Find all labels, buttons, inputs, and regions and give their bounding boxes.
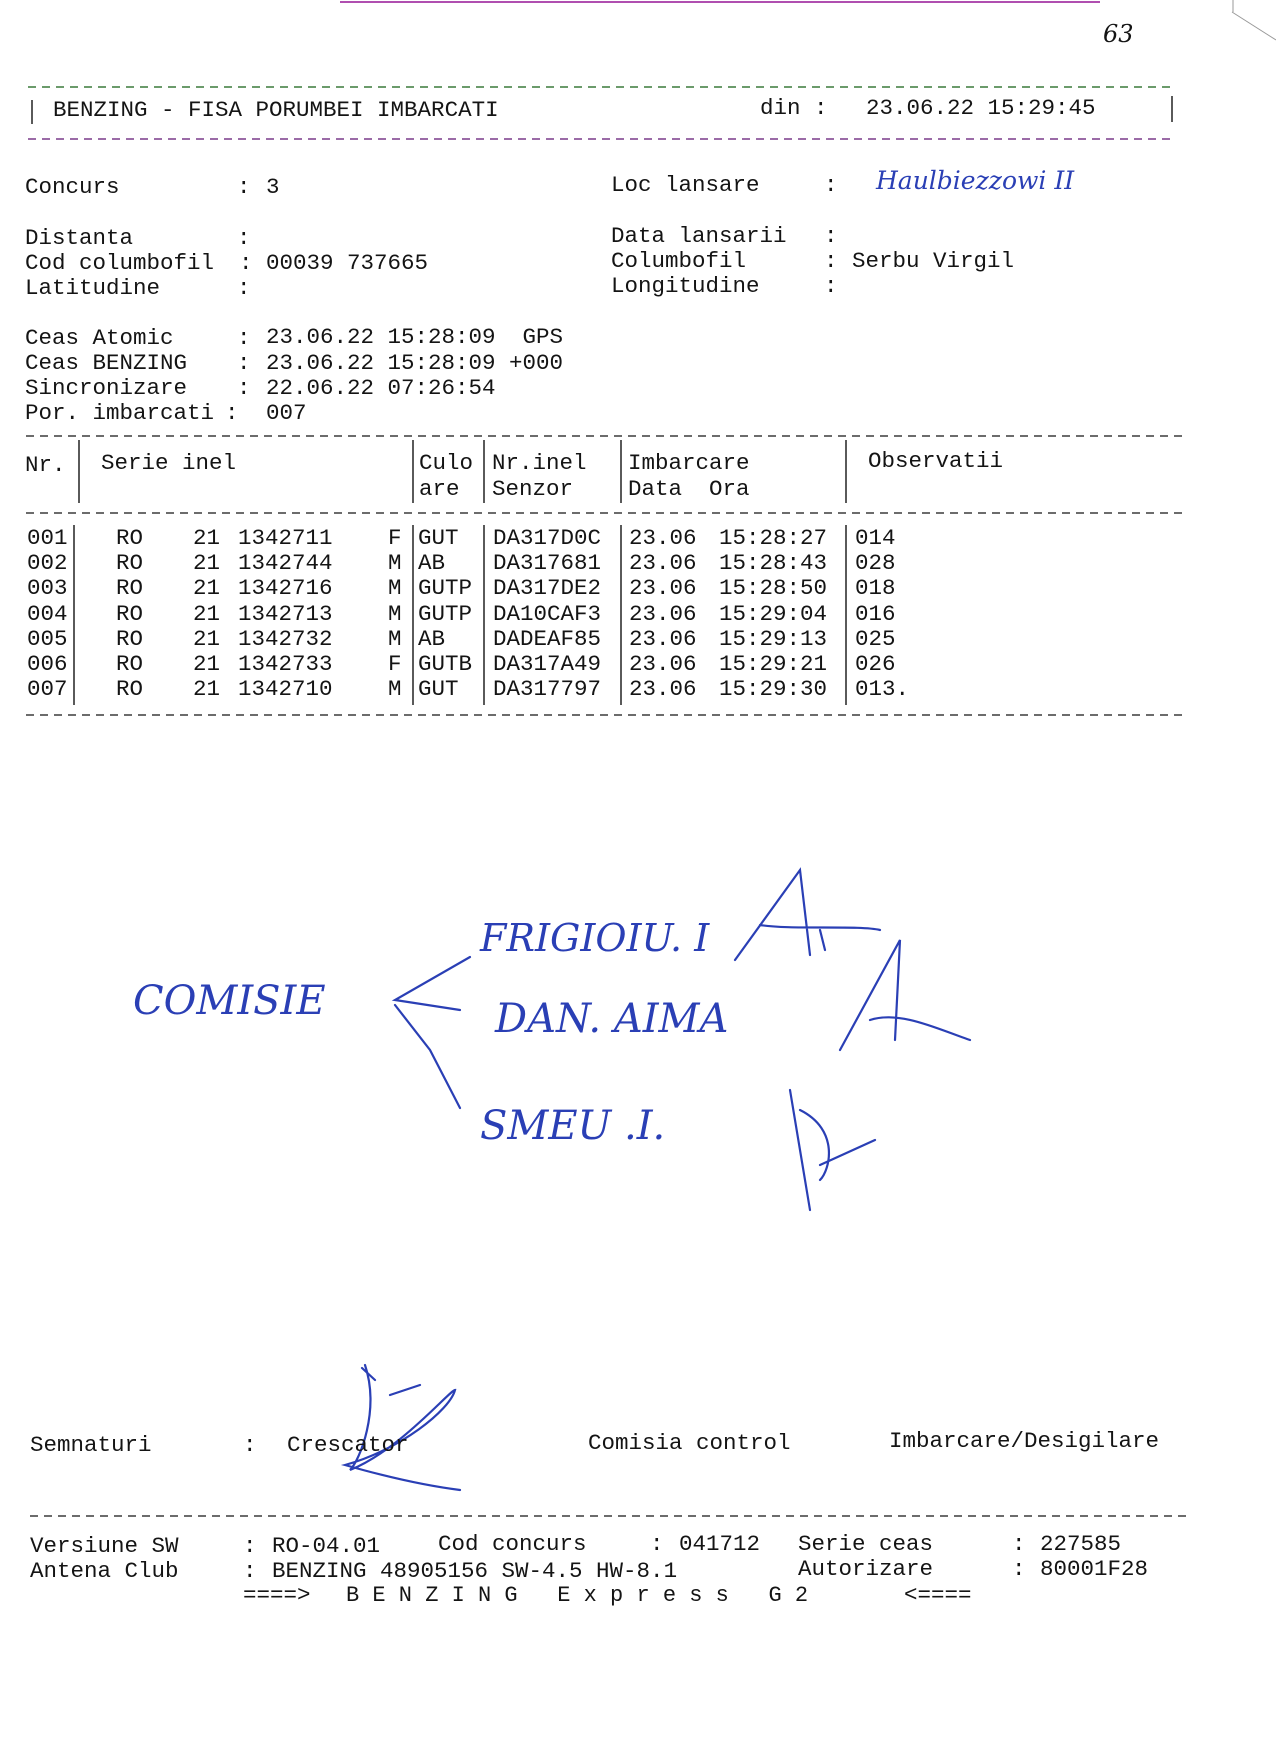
row-observatii: 026 [855, 651, 896, 677]
cod-columbofil-label: Cod columbofil [25, 250, 215, 276]
sincronizare-colon: : [237, 375, 251, 401]
sincronizare-value: 22.06.22 07:26:54 [266, 375, 496, 401]
row-date: 23.06 [629, 676, 697, 703]
row-nr: 005 [27, 625, 68, 652]
imbarcare-desigilare-label: Imbarcare/Desigilare [889, 1428, 1160, 1454]
row-sex: F [388, 651, 402, 677]
antena-club-label: Antena Club [30, 1558, 179, 1584]
row-nr: 007 [27, 676, 68, 703]
row-nr: 006 [27, 651, 68, 677]
loc-lansare-value: Haulbiezzowi II [876, 166, 1075, 195]
serie-ceas-value: 227585 [1040, 1531, 1122, 1557]
row-country: RO [116, 600, 144, 627]
loc-lansare-label: Loc lansare [611, 172, 760, 198]
versiune-sw-colon: : [243, 1533, 257, 1559]
columbofil-value: Serbu Virgil [852, 248, 1015, 274]
row-year: 21 [193, 651, 221, 677]
handwritten-member-3: SMEU .I. [480, 1103, 666, 1149]
cod-concurs-label: Cod concurs [438, 1531, 587, 1557]
ceas-atomic-value: 23.06.22 15:28:09 GPS [266, 324, 564, 350]
row-sensor: DA317D0C [493, 525, 602, 551]
cod-columbofil-colon: : [239, 250, 253, 276]
row-time: 15:28:50 [719, 575, 828, 602]
row-color: GUTB [418, 651, 473, 677]
antena-club-colon: : [243, 1558, 257, 1584]
semnaturi-colon: : [243, 1432, 257, 1458]
comisia-control-label: Comisia control [588, 1430, 791, 1456]
handwritten-comisie: COMISIE [133, 978, 326, 1024]
cod-columbofil-value: 00039 737665 [266, 250, 429, 276]
row-time: 15:29:30 [719, 676, 828, 703]
row-color: GUTP [418, 575, 473, 602]
row-ring-number: 1342744 [238, 550, 333, 577]
autorizare-label: Autorizare [798, 1556, 934, 1582]
data-lansarii-colon: : [824, 223, 838, 249]
row-date: 23.06 [629, 651, 697, 677]
row-time: 15:28:43 [719, 550, 828, 577]
latitudine-label: Latitudine [25, 275, 161, 301]
row-observatii: 014 [855, 525, 896, 551]
page-number: 63 [1103, 20, 1134, 48]
autorizare-value: 80001F28 [1040, 1556, 1149, 1582]
row-time: 15:29:21 [719, 651, 828, 677]
row-color: AB [418, 625, 446, 652]
row-ring-number: 1342716 [238, 575, 333, 602]
columbofil-colon: : [824, 248, 838, 274]
row-year: 21 [193, 575, 221, 602]
handwritten-member-2: DAN. AIMA [495, 996, 729, 1042]
col-header-observatii: Observatii [868, 448, 1004, 474]
row-date: 23.06 [629, 525, 697, 551]
row-color: GUTP [418, 600, 473, 627]
header-date-value: 23.06.22 15:29:45 [866, 95, 1096, 121]
row-sex: F [388, 525, 402, 551]
col-header-data-ora: Data Ora [628, 476, 750, 502]
banner-right-arrow: <==== [904, 1582, 972, 1608]
row-nr: 003 [27, 575, 68, 602]
versiune-sw-value: RO-04.01 [272, 1533, 381, 1559]
data-lansarii-label: Data lansarii [611, 223, 787, 249]
ceas-benzing-colon: : [237, 350, 251, 376]
col-header-imbarcare: Imbarcare [628, 450, 750, 476]
row-country: RO [116, 651, 144, 677]
row-year: 21 [193, 625, 221, 652]
row-time: 15:29:04 [719, 600, 828, 627]
row-sex: M [388, 676, 402, 703]
row-color: AB [418, 550, 446, 577]
banner-text: B E N Z I N G E x p r e s s G 2 [346, 1583, 809, 1608]
row-country: RO [116, 625, 144, 652]
row-ring-number: 1342713 [238, 600, 333, 627]
sincronizare-label: Sincronizare [25, 375, 188, 401]
row-year: 21 [193, 600, 221, 627]
longitudine-colon: : [824, 273, 838, 299]
semnaturi-label: Semnaturi [30, 1432, 152, 1458]
row-ring-number: 1342733 [238, 651, 333, 677]
row-country: RO [116, 525, 144, 551]
col-header-culoare-1: Culo [419, 450, 474, 476]
col-header-nr-inel: Nr.inel [492, 450, 587, 476]
row-date: 23.06 [629, 625, 697, 652]
ceas-benzing-value: 23.06.22 15:28:09 +000 [266, 350, 564, 376]
row-color: GUT [418, 676, 459, 703]
row-country: RO [116, 676, 144, 703]
por-imbarcati-label: Por. imbarcati [25, 400, 215, 426]
row-observatii: 025 [855, 625, 896, 652]
ceas-atomic-label: Ceas Atomic [25, 325, 174, 351]
distanta-label: Distanta [25, 225, 134, 251]
row-nr: 004 [27, 600, 68, 627]
serie-ceas-label: Serie ceas [798, 1531, 934, 1557]
row-time: 15:28:27 [719, 525, 828, 551]
row-sex: M [388, 600, 402, 627]
row-ring-number: 1342711 [238, 525, 333, 551]
versiune-sw-label: Versiune SW [30, 1533, 179, 1559]
ceas-benzing-label: Ceas BENZING [25, 350, 188, 376]
row-sex: M [388, 550, 402, 577]
row-country: RO [116, 575, 144, 602]
por-imbarcati-colon: : [225, 400, 239, 426]
document-title: BENZING - FISA PORUMBEI IMBARCATI [53, 97, 499, 123]
row-observatii: 016 [855, 600, 896, 627]
banner-left-arrow: ====> [243, 1582, 311, 1608]
concurs-label: Concurs [25, 174, 120, 200]
row-sensor: DADEAF85 [493, 625, 602, 652]
antena-club-value: BENZING 48905156 SW-4.5 HW-8.1 [272, 1558, 678, 1584]
row-observatii: 013. [855, 676, 910, 703]
header-date-label: din : [760, 95, 828, 121]
row-nr: 001 [27, 525, 68, 551]
row-color: GUT [418, 525, 459, 551]
columbofil-label: Columbofil [611, 248, 747, 274]
col-header-senzor: Senzor [492, 476, 574, 502]
row-sensor: DA317DE2 [493, 575, 602, 602]
row-sensor: DA317797 [493, 676, 602, 703]
row-observatii: 018 [855, 575, 896, 602]
col-header-nr: Nr. [25, 452, 66, 478]
cod-concurs-value: 041712 [679, 1531, 761, 1557]
row-sensor: DA317681 [493, 550, 602, 577]
row-nr: 002 [27, 550, 68, 577]
row-ring-number: 1342710 [238, 676, 333, 703]
latitudine-colon: : [237, 275, 251, 301]
row-year: 21 [193, 525, 221, 551]
row-sex: M [388, 575, 402, 602]
col-header-culoare-2: are [419, 476, 460, 502]
row-observatii: 028 [855, 550, 896, 577]
concurs-colon: : [237, 174, 251, 200]
autorizare-colon: : [1012, 1556, 1026, 1582]
cod-concurs-colon: : [650, 1531, 664, 1557]
row-date: 23.06 [629, 550, 697, 577]
row-date: 23.06 [629, 575, 697, 602]
row-year: 21 [193, 676, 221, 703]
row-ring-number: 1342732 [238, 625, 333, 652]
ceas-atomic-colon: : [237, 325, 251, 351]
longitudine-label: Longitudine [611, 273, 760, 299]
serie-ceas-colon: : [1012, 1531, 1026, 1557]
concurs-value: 3 [266, 174, 280, 200]
handwritten-member-1: FRIGIOIU. I [480, 916, 710, 960]
loc-lansare-colon: : [824, 172, 838, 198]
row-sensor: DA317A49 [493, 651, 602, 677]
row-time: 15:29:13 [719, 625, 828, 652]
row-date: 23.06 [629, 600, 697, 627]
por-imbarcati-value: 007 [266, 400, 307, 426]
row-sensor: DA10CAF3 [493, 600, 602, 627]
row-year: 21 [193, 550, 221, 577]
row-sex: M [388, 625, 402, 652]
col-header-serie-inel: Serie inel [101, 450, 237, 476]
arrow-icon [395, 957, 470, 1010]
crescator-label: Crescator [287, 1432, 409, 1458]
distanta-colon: : [237, 225, 251, 251]
row-country: RO [116, 550, 144, 577]
